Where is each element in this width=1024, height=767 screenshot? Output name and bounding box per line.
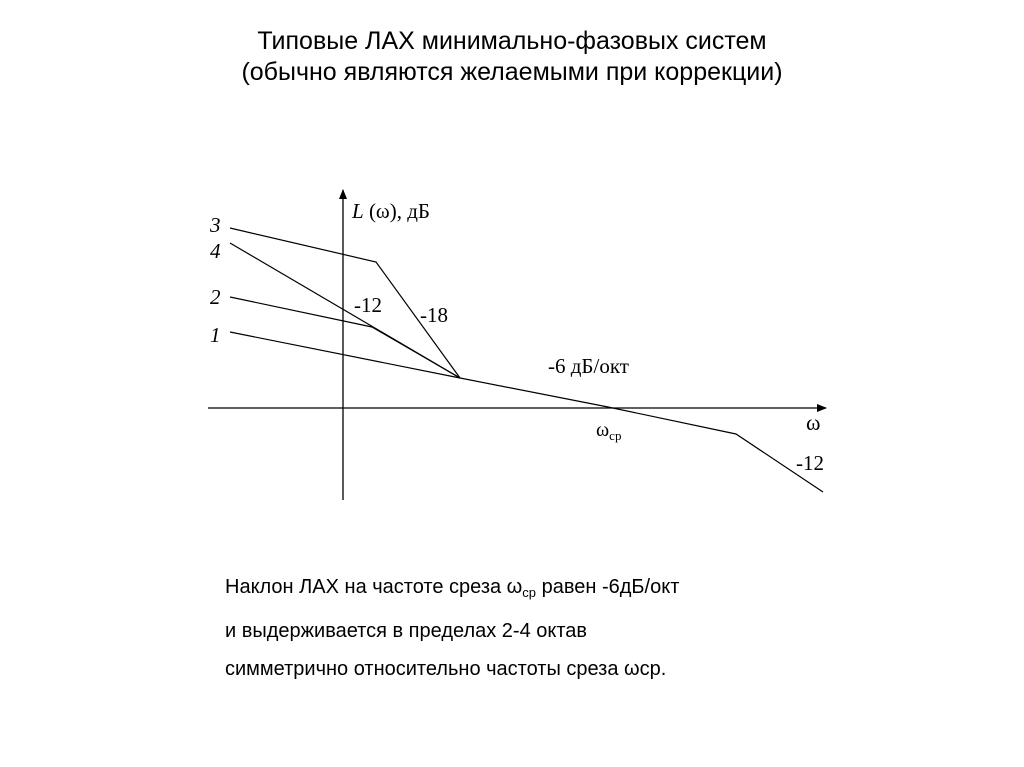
body-line-1-pre: Наклон ЛАХ на частоте среза ω: [225, 576, 523, 598]
body-line-2: и выдерживается в пределах 2-4 октав: [225, 620, 588, 642]
crossover-omega: ω: [596, 419, 610, 441]
x-axis-label: ω: [806, 410, 821, 435]
curve-1: [230, 332, 823, 492]
crossover-frequency-label: [596, 419, 621, 443]
slope-label-minus6: -6 дБ/окт: [548, 354, 629, 378]
curve-label-1: 1: [210, 323, 221, 347]
title-line-2: (обычно являются желаемыми при коррекции): [241, 58, 783, 86]
slope-label-minus12-lower: -12: [796, 451, 824, 475]
slope-label-minus12-upper: -12: [354, 293, 382, 317]
curve-label-4: 4: [210, 239, 221, 263]
body-line-1-sub: ср: [522, 585, 537, 600]
slide-body-text: [225, 568, 925, 688]
body-line-1: [225, 568, 925, 612]
y-axis-label: [351, 199, 430, 223]
body-line-1-post: равен -6дБ/окт: [536, 576, 680, 598]
slope-label-minus18: -18: [420, 303, 448, 327]
y-axis-label-l: L: [352, 199, 364, 223]
crossover-sub: ср: [609, 428, 622, 443]
curve-label-2: 2: [210, 285, 221, 309]
title-line-1: Типовые ЛАХ минимально-фазовых систем: [257, 27, 767, 55]
curve-label-3: 3: [210, 213, 221, 237]
y-axis-label-rest: (ω), дБ: [363, 199, 430, 223]
body-line-3: симметрично относительно частоты среза ωср.: [225, 658, 667, 680]
